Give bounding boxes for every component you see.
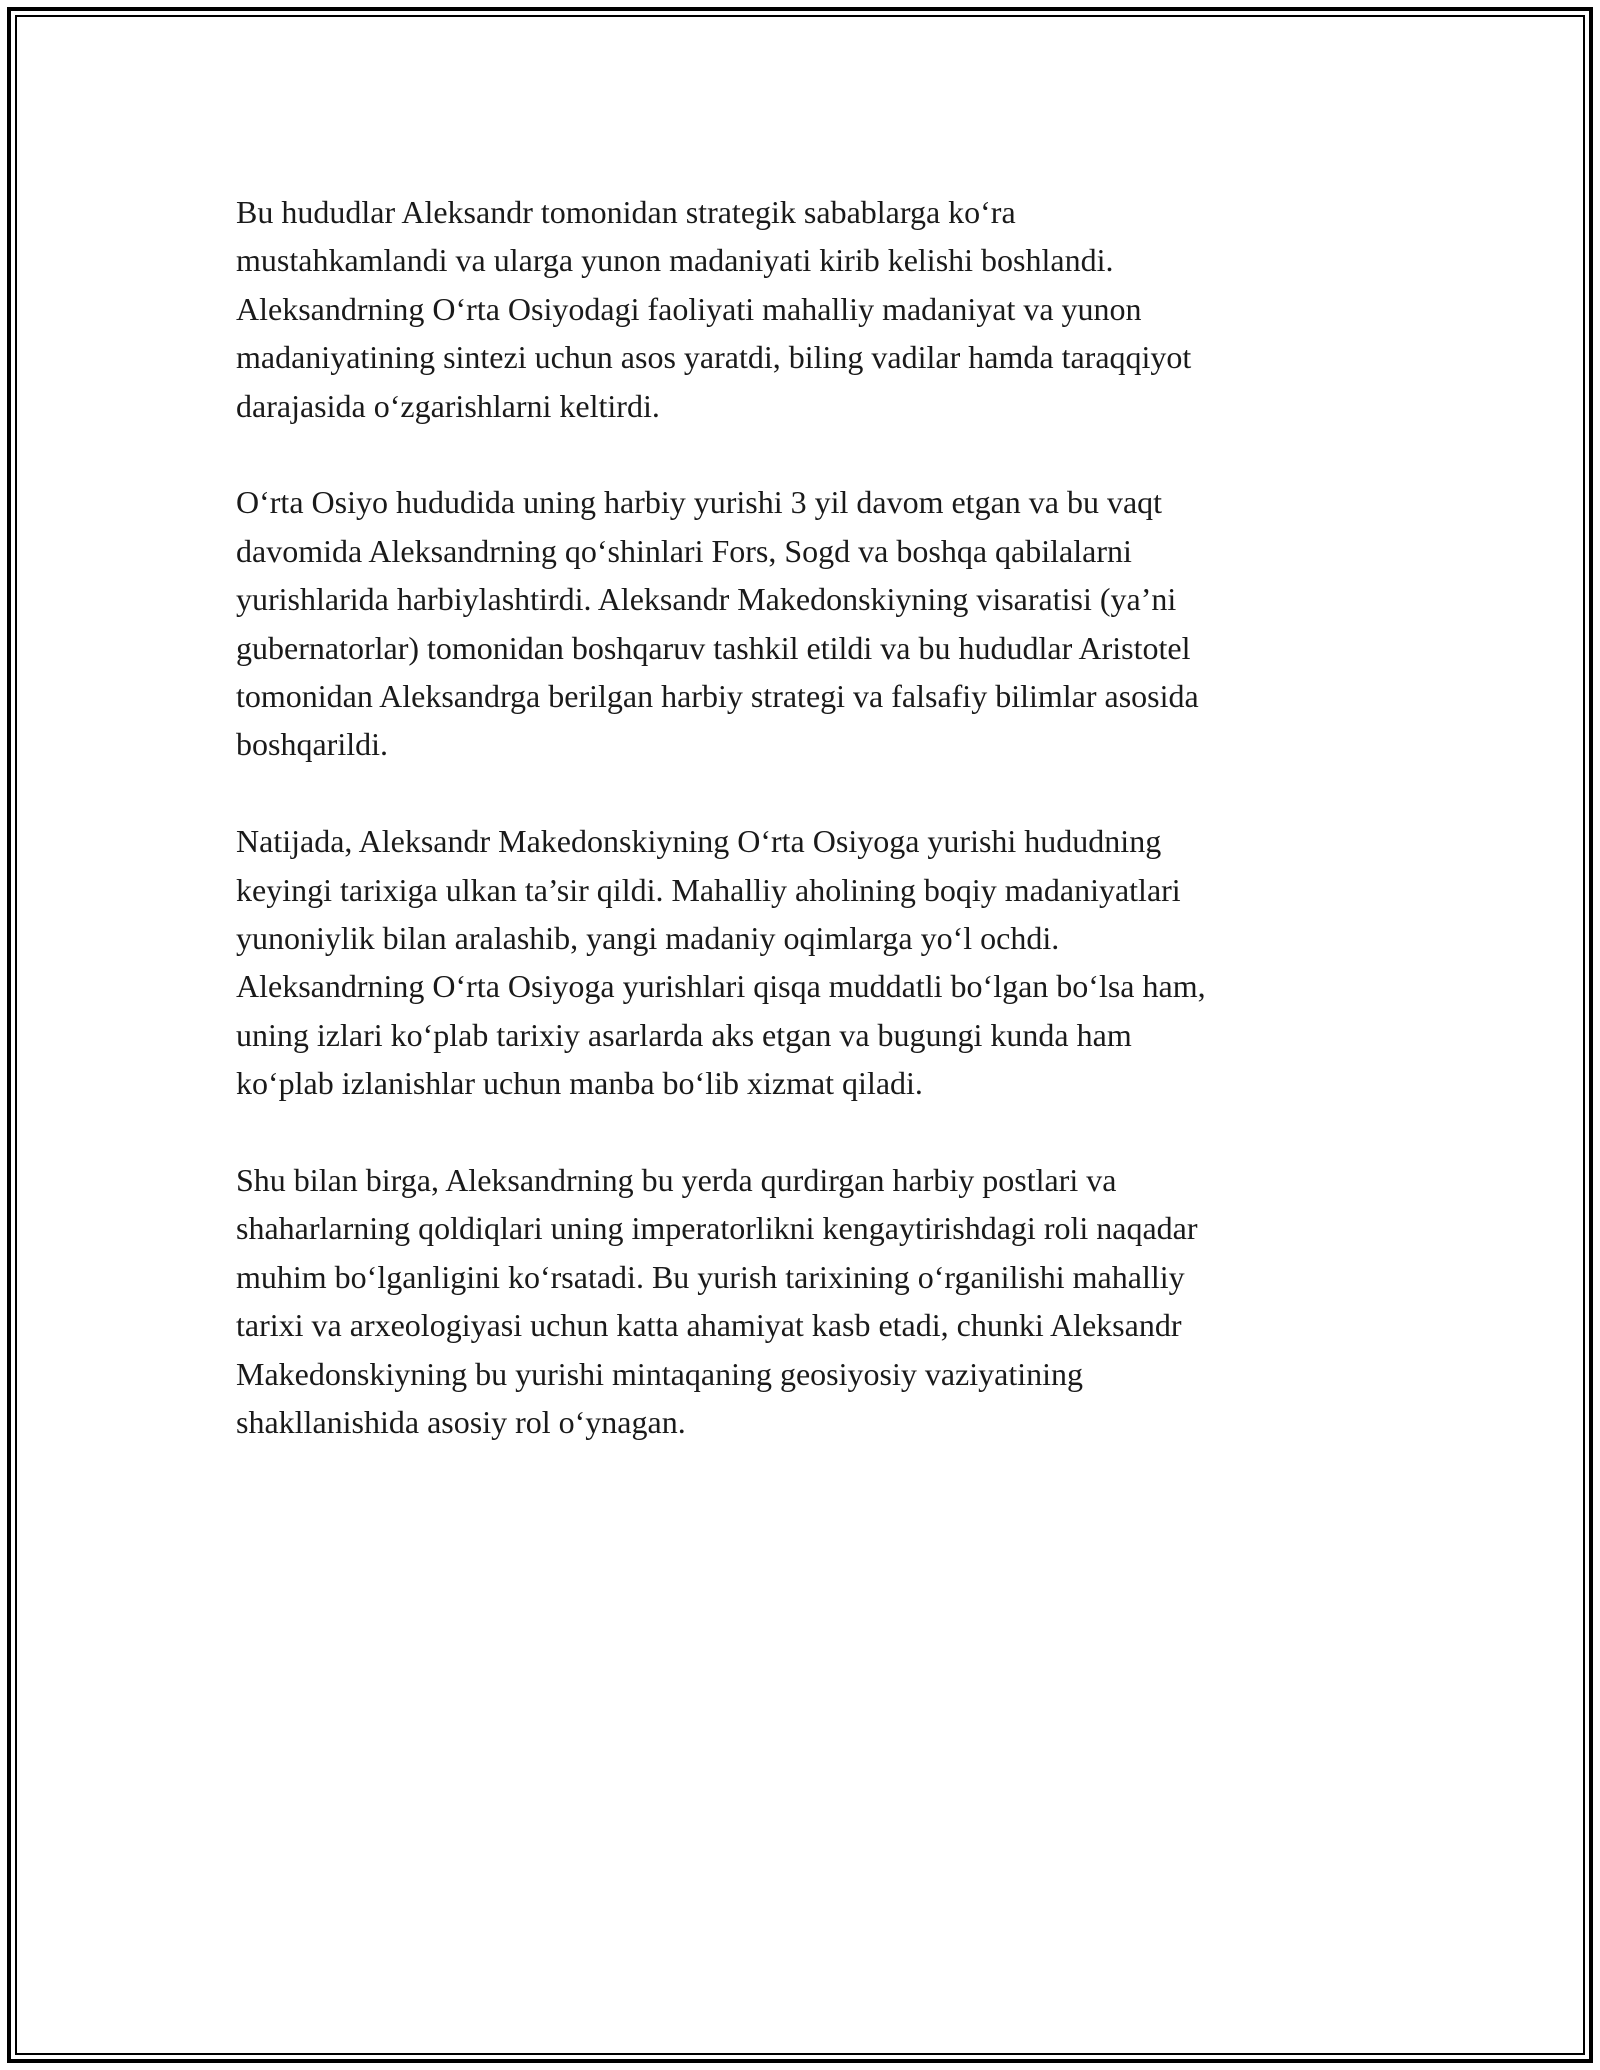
text-line: shaharlarning qoldiqlari uning imperatorlikni kengaytirishdagi roli naqadar: [236, 1210, 1198, 1247]
text-line: tarixi va arxeologiyasi uchun katta ahamiyat kasb etadi, chunki Aleksandr: [236, 1307, 1182, 1344]
paragraph-4: [236, 1156, 1366, 1446]
text-line: O‘rta Osiyo hududida uning harbiy yurishi 3 yil davom etgan va bu vaqt: [236, 484, 1163, 521]
text-line: Makedonskiyning bu yurishi mintaqaning geosiyosiy vaziyatining: [236, 1355, 1084, 1392]
text-line: uning izlari ko‘plab tarixiy asarlarda aks etgan va bugungi kunda ham: [236, 1016, 1132, 1053]
document-body: [236, 188, 1366, 1495]
text-line: darajasida o‘zgarishlarni keltirdi.: [236, 387, 660, 424]
text-line: mustahkamlandi va ularga yunon madaniyati kirib kelishi boshlandi.: [236, 242, 1114, 279]
text-line: Natijada, Aleksandr Makedonskiyning O‘rta Osiyoga yurishi hududning: [236, 823, 1162, 860]
text-line: Shu bilan birga, Aleksandrning bu yerda qurdirgan harbiy postlari va: [236, 1162, 1117, 1199]
text-line: yurishlarida harbiylashtirdi. Aleksandr Makedonskiyning visaratisi (ya’ni: [236, 581, 1177, 618]
text-line: gubernatorlar) tomonidan boshqaruv tashkil etildi va bu hududlar Aristotel: [236, 629, 1191, 666]
text-line: yunoniylik bilan aralashib, yangi madaniy oqimlarga yo‘l ochdi.: [236, 920, 1060, 957]
text-line: muhim bo‘lganligini ko‘rsatadi. Bu yurish tarixining o‘rganilishi mahalliy: [236, 1258, 1185, 1295]
text-line: Aleksandrning O‘rta Osiyodagi faoliyati mahalliy madaniyat va yunon: [236, 290, 1142, 327]
text-line: madaniyatining sintezi uchun asos yaratdi, biling vadilar hamda taraqqiyot: [236, 339, 1192, 376]
paragraph-3: [236, 817, 1366, 1107]
paragraph-1: [236, 188, 1366, 430]
text-line: ko‘plab izlanishlar uchun manba bo‘lib xizmat qiladi.: [236, 1065, 923, 1102]
text-line: shakllanishida asosiy rol o‘ynagan.: [236, 1404, 686, 1441]
text-line: Aleksandrning O‘rta Osiyoga yurishlari qisqa muddatli bo‘lgan bo‘lsa ham,: [236, 968, 1206, 1005]
paragraph-2: [236, 478, 1366, 768]
text-line: tomonidan Aleksandrga berilgan harbiy strategi va falsafiy bilimlar asosida: [236, 678, 1199, 715]
text-line: Bu hududlar Aleksandr tomonidan strategik sabablarga ko‘ra: [236, 194, 1016, 230]
text-line: boshqarildi.: [236, 726, 388, 763]
text-line: davomida Aleksandrning qo‘shinlari Fors, Sogd va boshqa qabilalarni: [236, 532, 1132, 569]
text-line: keyingi tarixiga ulkan ta’sir qildi. Mahalliy aholining boqiy madaniyatlari: [236, 871, 1181, 908]
